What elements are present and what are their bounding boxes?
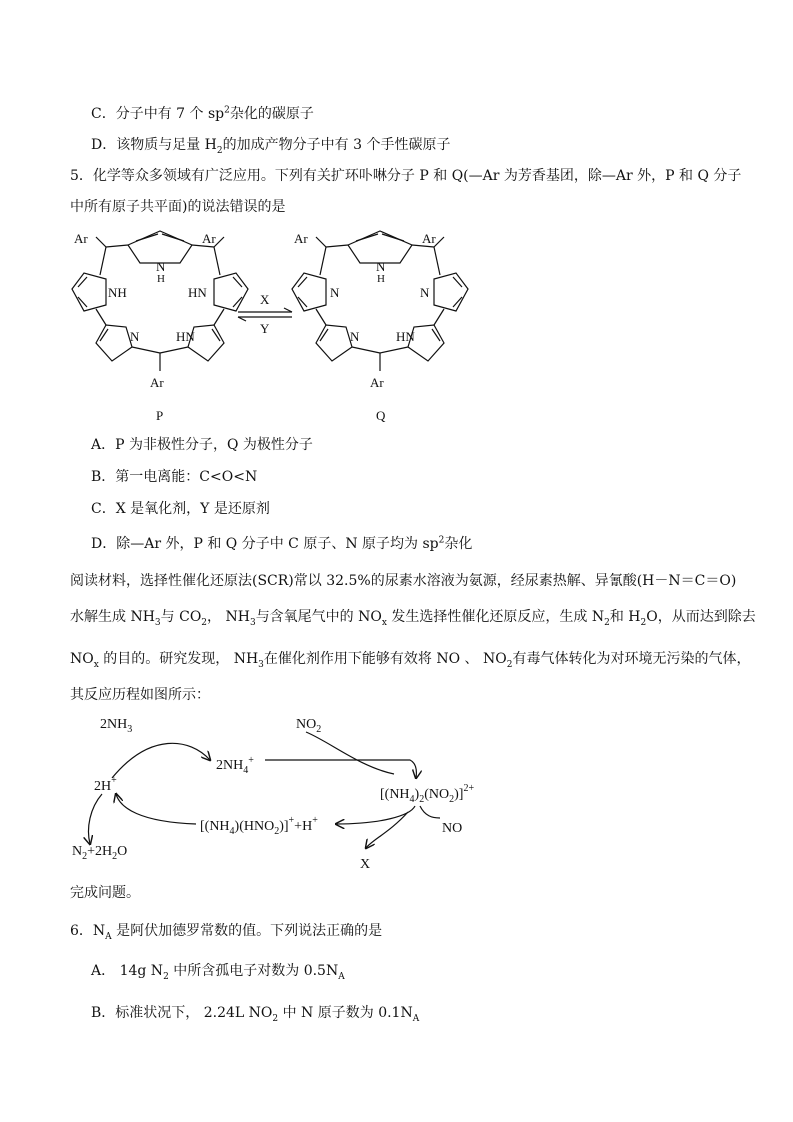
material-line2: 水解生成 $NH_3$与 $CO_2$， $NH_3$与含氧尾气中的 $NO_x$ 发生选择性催化还原反应，生成 $N_2$和 $H_2O$，从而达到除去	[70, 609, 756, 628]
molecule-p	[72, 231, 248, 371]
reactant-no: NO	[442, 821, 463, 836]
reaction-cycle-diagram	[60, 712, 520, 872]
q-n-right: N	[420, 285, 430, 300]
p-ar-top-left: Ar	[74, 231, 88, 246]
q-n-left: N	[330, 285, 340, 300]
product-x: X	[360, 857, 371, 872]
p-hn-bottom-right: HN	[176, 329, 195, 344]
p-n-top: N	[156, 259, 166, 274]
q6-option-a: A． 14g $N_2$ 中所含孤电子对数为 $0.5N_A$	[91, 963, 345, 982]
p-nh-left: NH	[108, 285, 127, 300]
q6-option-b: B．标准状况下， 2.24L $NO_2$ 中 N 原子数为 $0.1N_A$	[91, 1005, 420, 1024]
p-n-bottom-left: N	[130, 329, 140, 344]
intermediate-nh4: $2NH_4^+$	[216, 755, 254, 776]
material-line4: 其反应历程如图所示：	[70, 687, 210, 703]
intermediate-hno2: $[(NH_4)(HNO_2)]^++H^+$	[200, 815, 318, 837]
label-p: P	[156, 408, 164, 423]
arrow-label-x: X	[260, 292, 270, 307]
q6-stem: 6．$N_A$ 是阿伏加德罗常数的值。下列说法正确的是	[70, 923, 383, 942]
q-h-top: H	[377, 273, 385, 285]
material-line3: $NO_x$ 的目的。研究发现， $NH_3$在催化剂作用下能够有效将 NO 、 $NO_2$有毒气体转化为对环境无污染的气体，	[70, 651, 751, 670]
reactant-nh3: $2NH_3$	[100, 717, 133, 735]
label-q: Q	[376, 408, 386, 423]
p-h-top: H	[157, 273, 165, 285]
q4-option-d: D．该物质与足量 $H_2$的加成产物分子中有 3 个手性碳原子	[91, 137, 451, 156]
q5-stem-line2: 中所有原子共平面)的说法错误的是	[70, 199, 286, 215]
porphyrin-figure	[60, 225, 480, 430]
reactant-no2: $NO_2$	[296, 717, 322, 735]
material-line1: 阅读材料，选择性催化还原法(SCR)常以 32.5%的尿素水溶液为氨源，经尿素热解、异氰酸(H－N＝C＝O)	[70, 573, 737, 589]
q5-option-a: A．P 为非极性分子，Q 为极性分子	[91, 437, 313, 453]
q-n-top: N	[376, 259, 386, 274]
p-hn-right: HN	[188, 285, 207, 300]
proton-2h: 2H+	[94, 775, 117, 794]
material-end: 完成问题。	[70, 885, 140, 901]
p-ar-bottom: Ar	[150, 375, 164, 390]
q5-stem-line1: 5．化学等众多领域有广泛应用。下列有关扩环卟啉分子 P 和 Q(—Ar 为芳香基团，除—Ar 外，P 和 Q 分子	[70, 168, 742, 184]
q-ar-top-right: Ar	[422, 231, 436, 246]
arrow-label-y: Y	[260, 321, 270, 336]
molecule-q	[292, 231, 468, 371]
q5-option-c: C．X 是氧化剂，Y 是还原剂	[91, 501, 270, 517]
q-n-bottom-left: N	[350, 329, 360, 344]
q5-option-b: B．第一电离能：C<O<N	[91, 469, 258, 485]
product-n2-h2o: $N_2+2H_2O$	[72, 844, 128, 862]
q-ar-top-left: Ar	[294, 231, 308, 246]
equilibrium-arrows	[238, 308, 292, 321]
q-ar-bottom: Ar	[370, 375, 384, 390]
q5-option-d: D．除—Ar 外，P 和 Q 分子中 C 原子、N 原子均为 $sp^2$杂化	[91, 535, 473, 552]
p-ar-top-right: Ar	[202, 231, 216, 246]
complex-ion: $[(NH_4)_2(NO_2)]^{2+}$	[380, 783, 475, 805]
q4-option-c: C．分子中有 7 个 $sp^2$杂化的碳原子	[91, 105, 314, 122]
q-hn-bottom-right: HN	[396, 329, 415, 344]
